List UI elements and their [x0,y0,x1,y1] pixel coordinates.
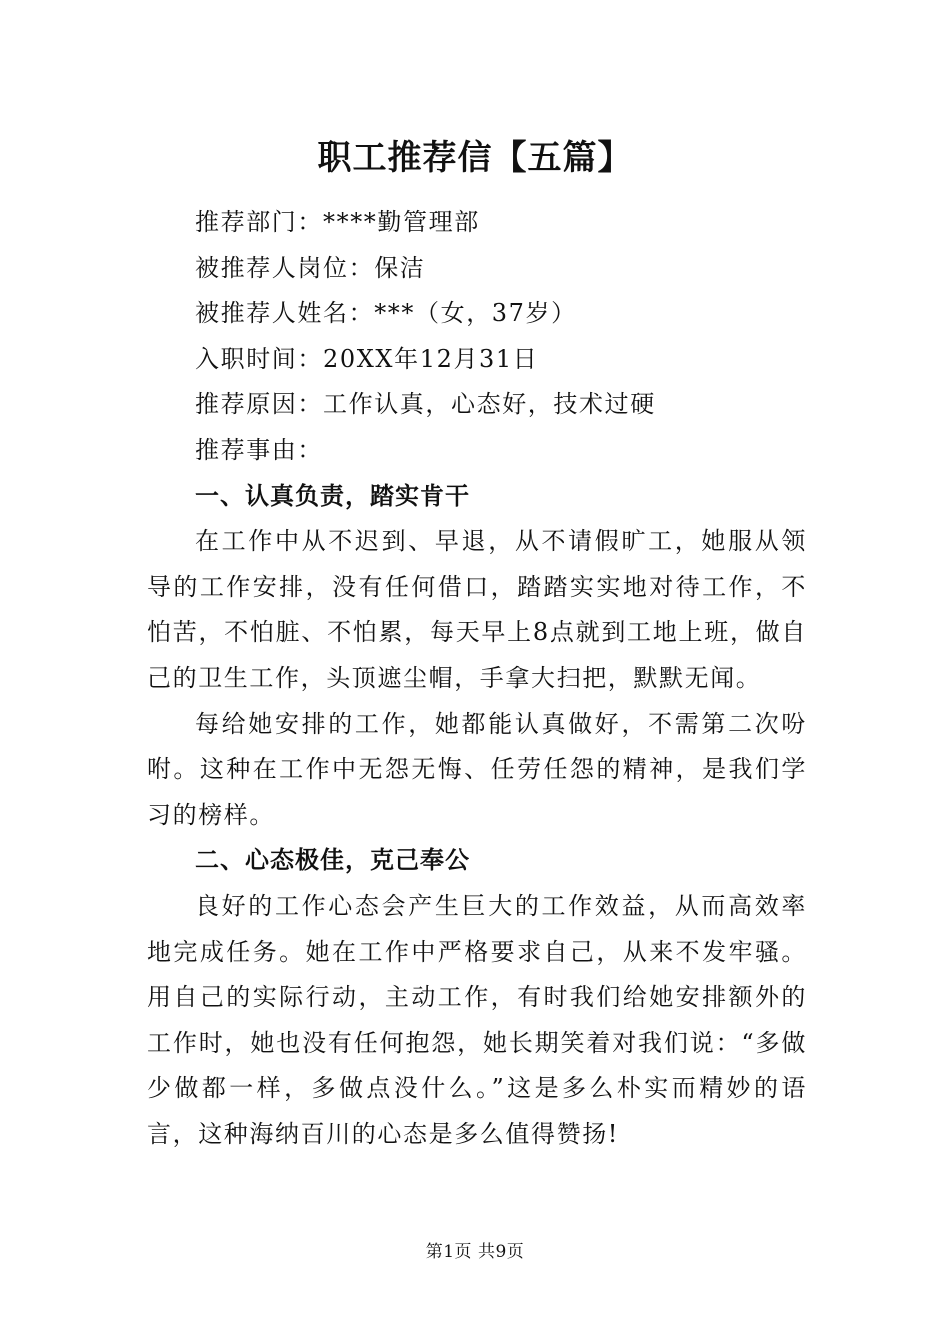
info-join-date: 入职时间：20XX年12月31日 [195,344,539,373]
document-title: 职工推荐信【五篇】 [317,138,633,178]
info-position: 被推荐人岗位：保洁 [195,253,426,282]
info-name: 被推荐人姓名：***（女，37岁） [195,299,577,328]
section2-paragraph-1: 良好的工作心态会产生巨大的工作效益，从而高效率地完成任务。她在工作中严格要求自己，从来不发牢骚。用自己的实际行动，主动工作，有时我们给她安排额外的工作时，她也没有任何抱怨，她长期笑着对我们说：“多做少做都一样，多做点没什么。”这是多么朴实而精妙的语言，这种海纳百川的心态是多么值得赞扬! [147,891,807,1148]
info-reason: 推荐原因：工作认真，心态好，技术过硬 [195,390,656,419]
info-details-label: 推荐事由： [195,435,323,464]
page-footer: 第1页 共9页 [425,1242,525,1262]
section-heading-1: 一、认真负责，踏实肯干 [195,481,470,510]
document-body [147,200,807,1157]
section-heading-2: 二、心态极佳，克己奉公 [195,846,470,875]
section1-paragraph-1: 在工作中从不迟到、早退，从不请假旷工，她服从领导的工作安排，没有任何借口，踏踏实实地对待工作，不怕苦，不怕脏、不怕累，每天早上8点就到工地上班，做自己的卫生工作，头顶遮尘帽，手拿大扫把，默默无闻。 [147,527,807,692]
info-department: 推荐部门：****勤管理部 [195,208,480,236]
section1-paragraph-2: 每给她安排的工作，她都能认真做好，不需第二次吩咐。这种在工作中无怨无悔、任劳任怨的精神，是我们学习的榜样。 [147,709,807,829]
